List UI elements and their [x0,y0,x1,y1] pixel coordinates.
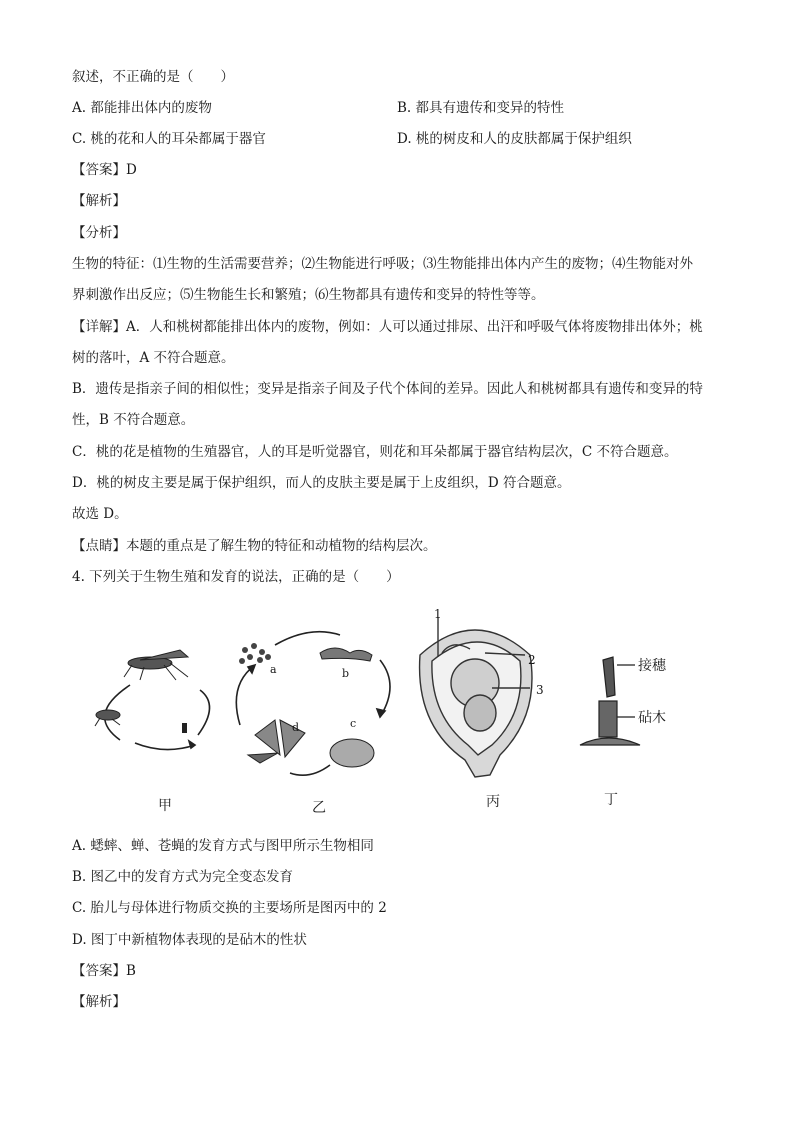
q4-analysis-heading: 【解析】 [72,994,126,1010]
cocoon-icon [330,739,374,767]
q3-analysis-heading: 【解析】 [72,193,126,209]
q3-option-c: C. 桃的花和人的耳朵都属于器官 [72,131,266,147]
q3-detail-line: 树的落叶，A 不符合题意。 [72,350,235,366]
q4-stem: 4. 下列关于生物生殖和发育的说法，正确的是（ ） [72,569,400,585]
yi-mark-b: b [342,667,350,680]
bing-uterus-diagram [420,617,532,777]
q4-option-c: C. 胎儿与母体进行物质交换的主要场所是图丙中的 2 [72,900,387,916]
figure-label-bing: 丙 [486,794,500,810]
q3-fenxi-heading: 【分析】 [72,225,126,241]
ding-stock-label: 砧木 [638,710,666,726]
q4-figure [80,605,760,815]
q3-comment: 【点睛】本题的重点是了解生物的特征和动植物的结构层次。 [72,538,437,554]
ding-scion-label: 接穗 [638,658,666,674]
yi-mark-c: c [350,717,357,730]
q3-option-b: B. 都具有遗传和变异的特性 [397,100,565,116]
q3-detail-line: D．桃的树皮主要是属于保护组织，而人的皮肤主要是属于上皮组织，D 符合题意。 [72,475,571,491]
jia-grasshopper-cycle [105,685,210,750]
yi-mark-a: a [270,663,277,676]
q3-detail-line: 性，B 不符合题意。 [72,412,195,428]
q4-option-a: A. 蟋蟀、蝉、苍蝇的发育方式与图甲所示生物相同 [72,838,374,854]
figure-label-jia: 甲 [158,798,172,814]
nymph-grasshopper-icon [95,710,120,726]
q3-fenxi-line: 界刺激作出反应；⑸生物能生长和繁殖；⑹生物都具有遗传和变异的特性等等。 [72,287,545,303]
adult-grasshopper-icon [124,650,188,680]
q3-fenxi-line: 生物的特征：⑴生物的生活需要营养；⑵生物能进行呼吸；⑶生物能排出体内产生的废物；⑷生物能对外 [72,256,693,272]
q3-option-a: A. 都能排出体内的废物 [72,100,212,116]
q3-stem-tail: 叙述，不正确的是（ ） [72,69,234,85]
q3-detail-line: 故选 D。 [72,506,128,522]
ding-grafting-diagram [580,657,640,745]
q3-detail-line: C．桃的花是植物的生殖器官，人的耳是听觉器官，则花和耳朵都属于器官结构层次，C 不符合题意。 [72,444,678,460]
yi-mark-d: d [292,721,300,734]
figure-label-ding: 丁 [604,792,618,808]
q3-option-d: D. 桃的树皮和人的皮肤都属于保护组织 [397,131,632,147]
figure-label-yi: 乙 [312,800,326,816]
bing-mark-3: 3 [536,683,544,697]
q3-detail-line: 【详解】A．人和桃树都能排出体内的废物，例如：人可以通过排尿、出汗和呼吸气体将废物排出体外；桃 [72,319,703,335]
silkworm-larva-icon [320,648,372,661]
egg-icon [182,723,187,733]
q4-option-b: B. 图乙中的发育方式为完全变态发育 [72,869,294,885]
bing-mark-2: 2 [528,653,536,667]
q3-answer: 【答案】D [72,162,137,178]
q4-option-d: D. 图丁中新植物体表现的是砧木的性状 [72,932,307,948]
q3-detail-line: B．遗传是指亲子间的相似性；变异是指亲子间及子代个体间的差异。因此人和桃树都具有遗传和变异的特 [72,381,703,397]
silkworm-eggs-icon [239,643,271,664]
q4-answer: 【答案】B [72,963,136,979]
bing-mark-1: 1 [434,607,442,621]
